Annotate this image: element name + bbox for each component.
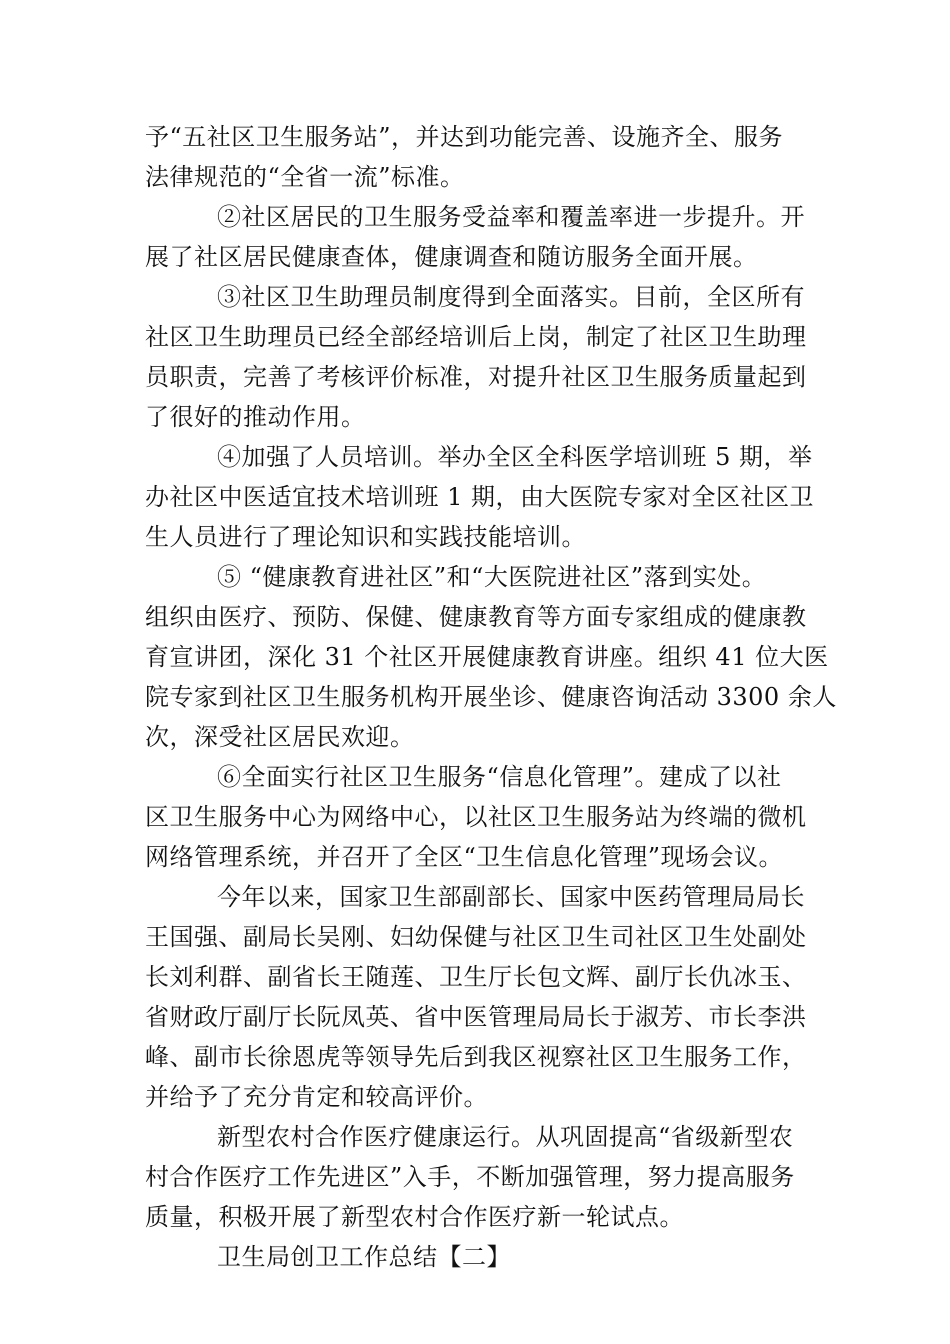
text-line: ②社区居民的卫生服务受益率和覆盖率进一步提升。开 (217, 203, 805, 231)
text-line: 村合作医疗工作先进区”入手，不断加强管理，努力提高服务 (145, 1163, 795, 1191)
text-line: 生人员进行了理论知识和实践技能培训。 (145, 523, 586, 551)
text-line: 质量，积极开展了新型农村合作医疗新一轮试点。 (145, 1203, 684, 1231)
text-line: 组织由医疗、预防、保健、健康教育等方面专家组成的健康教 (145, 603, 807, 631)
text-line: ④加强了人员培训。举办全区全科医学培训班 5 期，举 (217, 443, 813, 471)
document-body (145, 117, 837, 1277)
text-line: 员职责，完善了考核评价标准，对提升社区卫生服务质量起到 (145, 363, 807, 391)
text-line: 今年以来，国家卫生部副部长、国家中医药管理局局长 (217, 883, 805, 911)
text-line: ⑥全面实行社区卫生服务“信息化管理”。建成了以社 (217, 763, 782, 791)
text-line: ⑤ “健康教育进社区”和“大医院进社区”落到实处。 (217, 563, 767, 591)
text-line: 峰、副市长徐恩虎等领导先后到我区视察社区卫生服务工作， (145, 1043, 807, 1071)
paragraph-rural-cooperative-medical (145, 1117, 805, 1237)
text-line: 长刘利群、副省长王随莲、卫生厅长包文辉、副厅长仇冰玉、 (145, 963, 807, 991)
paragraph-item-6 (145, 757, 805, 877)
paragraph-leaders-visit (145, 877, 805, 1117)
text-line: 院专家到社区卫生服务机构开展坐诊、健康咨询活动 3300 余人 (145, 683, 837, 711)
text-line: 新型农村合作医疗健康运行。从巩固提高“省级新型农 (217, 1123, 794, 1151)
paragraph-item-3 (145, 277, 805, 437)
text-line: 了很好的推动作用。 (145, 403, 366, 431)
text-line: 王国强、副局长吴刚、妇幼保健与社区卫生司社区卫生处副处 (145, 923, 807, 951)
text-line: 并给予了充分肯定和较高评价。 (145, 1083, 488, 1111)
paragraph-intro-continued (145, 117, 805, 197)
text-line: 展了社区居民健康查体，健康调查和随访服务全面开展。 (145, 243, 758, 271)
paragraph-item-5 (145, 557, 837, 757)
text-line: 办社区中医适宜技术培训班 1 期，由大医院专家对全区社区卫 (145, 483, 815, 511)
text-line: 省财政厅副厅长阮凤英、省中医管理局局长于淑芳、市长李洪 (145, 1003, 807, 1031)
paragraph-item-4 (145, 437, 815, 557)
text-line: 社区卫生助理员已经全部经培训后上岗，制定了社区卫生助理 (145, 323, 807, 351)
text-line: 区卫生服务中心为网络中心，以社区卫生服务站为终端的微机 (145, 803, 807, 831)
text-line: ③社区卫生助理员制度得到全面落实。目前，全区所有 (217, 283, 805, 311)
text-line: 法律规范的“全省一流”标准。 (145, 163, 465, 191)
section-heading: 卫生局创卫工作总结【二】 (217, 1243, 511, 1271)
text-line: 育宣讲团，深化 31 个社区开展健康教育讲座。组织 41 位大医 (145, 643, 829, 671)
text-line: 次，深受社区居民欢迎。 (145, 723, 415, 751)
text-line: 网络管理系统，并召开了全区“卫生信息化管理”现场会议。 (145, 843, 784, 871)
text-line: 予“五社区卫生服务站”，并达到功能完善、设施齐全、服务 (145, 123, 784, 151)
paragraph-item-2 (145, 197, 805, 277)
